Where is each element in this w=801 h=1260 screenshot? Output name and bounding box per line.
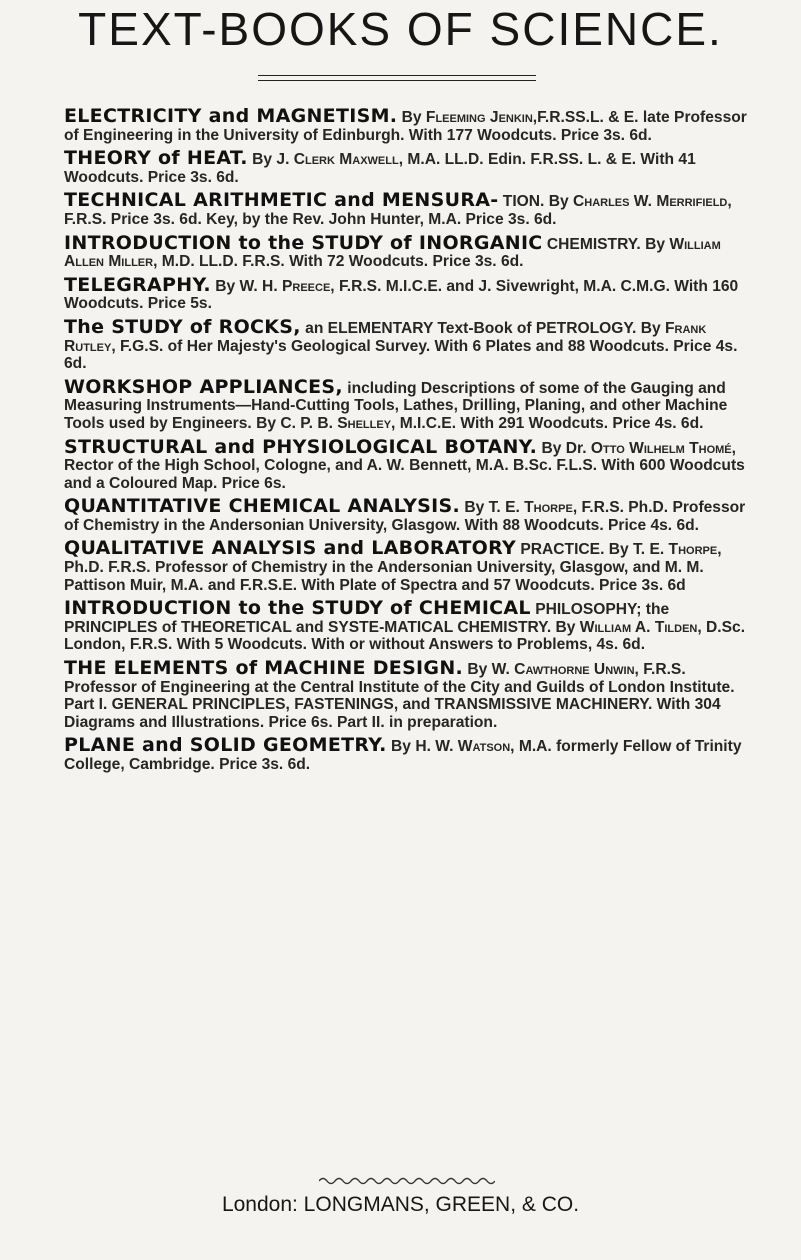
title-rule-bottom: [258, 80, 536, 81]
book-title: QUANTITATIVE CHEMICAL ANALYSIS.: [64, 495, 461, 518]
book-details: , D.Sc. London, F.R.S. With 5 Woodcuts. With or without Answers to Problems, 4s. 6d.: [64, 618, 746, 654]
book-title: INTRODUCTION to the STUDY of CHEMICAL: [64, 597, 531, 620]
book-author: C. P. B. Shelley: [280, 414, 392, 432]
book-details: , M.D. LL.D. F.R.S. With 72 Woodcuts. Price 3s. 6d.: [153, 253, 524, 271]
book-title: ELECTRICITY and MAGNETISM.: [64, 105, 398, 127]
book-title: The STUDY of ROCKS,: [64, 315, 301, 338]
book-entry: PLANE and SOLID GEOMETRY. By H. W. Watson, M.A. formerly Fellow of Trinity College, Cambridge. Price 3s. 6d.: [64, 734, 742, 773]
publisher-imprint: London: LONGMANS, GREEN, & CO.: [221, 1193, 580, 1216]
book-author: Otto Wilhelm Thomé: [590, 439, 732, 457]
book-entry: QUALITATIVE ANALYSIS and LABORATORY PRACTICE. By T. E. Thorpe, Ph.D. F.R.S. Professor of Chemistry in the Andersonian University, Glasgow, and M. M. Pattison Muir, M.A. and F.R.S.E. With Plate of Spectra and 57 Woodcuts. Price 3s. 6d: [64, 537, 722, 594]
book-author: William Allen Miller: [64, 235, 721, 271]
book-entry: QUANTITATIVE CHEMICAL ANALYSIS. By T. E. Thorpe, F.R.S. Ph.D. Professor of Chemistry in the Andersonian University, Glasgow. With 88 Woodcuts. Price 4s. 6d.: [64, 495, 746, 534]
book-title: PLANE and SOLID GEOMETRY.: [64, 734, 387, 757]
book-title: TELEGRAPHY.: [64, 273, 211, 296]
book-details: , Rector of the High School, Cologne, and A. W. Bennett, M.A. B.Sc. F.L.S. With 600 Woodcuts and a Coloured Map. Price 6s.: [64, 439, 745, 492]
book-entry: THEORY of HEAT. By J. Clerk Maxwell, M.A. LL.D. Edin. F.R.SS. L. & E. With 41 Woodcuts. Price 3s. 6d.: [64, 147, 696, 186]
page-title: TEXT-BOOKS OF SCIENCE.: [78, 3, 723, 55]
book-entry: THE ELEMENTS of MACHINE DESIGN. By W. Cawthorne Unwin, F.R.S. Professor of Engineering at the Central Institute of the City and Guilds of London Institute. Part I. GENERAL PRINCIPLES, FASTENINGS, and TRANSMISSIVE MACHINERY. With 304 Diagrams and Illustrations. Price 6s. Part II. in preparation.: [64, 657, 735, 731]
book-author: Charles W. Merrifield: [572, 193, 728, 211]
book-title: STRUCTURAL and PHYSIOLOGICAL BOTANY.: [64, 435, 538, 458]
book-author: William A. Tilden: [579, 618, 698, 636]
book-entry: STRUCTURAL and PHYSIOLOGICAL BOTANY. By Dr. Otto Wilhelm Thomé, Rector of the High School, Cologne, and A. W. Bennett, M.A. B.Sc. F.L.S. With 600 Woodcuts and a Coloured Map. Price 6s.: [64, 435, 745, 492]
book-author: E. Thorpe: [505, 499, 573, 517]
book-title: TECHNICAL ARITHMETIC and MENSURA-: [64, 189, 499, 212]
book-title: THE ELEMENTS of MACHINE DESIGN.: [64, 657, 464, 680]
book-title: QUALITATIVE ANALYSIS and LABORATORY: [64, 537, 517, 560]
book-entry: INTRODUCTION to the STUDY of INORGANIC CHEMISTRY. By William Allen Miller, M.D. LL.D. F.R.S. With 72 Woodcuts. Price 3s. 6d.: [64, 231, 721, 271]
book-title: INTRODUCTION to the STUDY of INORGANIC: [64, 231, 543, 254]
book-details: , M.A. formerly Fellow of Trinity College, Cambridge. Price 3s. 6d.: [64, 738, 742, 773]
book-details: , Ph.D. F.R.S. Professor of Chemistry in the Andersonian University, Glasgow, and M. M. Pattison Muir, M.A. and F.R.S.E. With Plate of Spectra and 57 Woodcuts. Price 3s. 6d: [64, 541, 722, 594]
book-entry: WORKSHOP APPLIANCES, including Descriptions of some of the Gauging and Measuring Instruments—Hand-Cutting Tools, Lathes, Drilling, Planing, and other Machine Tools used by Engineers. By C. P. B. Shelley, M.I.C.E. With 291 Woodcuts. Price 4s. 6d.: [64, 375, 728, 432]
book-title: THEORY of HEAT.: [64, 147, 248, 170]
book-details: , M.I.C.E. With 291 Woodcuts. Price 4s. 6d.: [391, 414, 704, 432]
book-entry: ELECTRICITY and MAGNETISM. By Fleeming Jenkin,F.R.SS.L. & E. late Professor of Engineering in the University of Edinburgh. With 177 Woodcuts. Price 3s. 6d.: [64, 105, 747, 144]
book-author: Fleeming Jenkin: [425, 109, 533, 126]
book-entry: INTRODUCTION to the STUDY of CHEMICAL PHILOSOPHY; the PRINCIPLES of THEORETICAL and SYSTE-MATICAL CHEMISTRY. By William A. Tilden, D.Sc. London, F.R.S. With 5 Woodcuts. With or without Answers to Problems, 4s. 6d.: [64, 597, 746, 654]
book-entry: The STUDY of ROCKS, an ELEMENTARY Text-Book of PETROLOGY. By Frank Rutley, F.G.S. of Her Majesty's Geological Survey. With 6 Plates and 88 Woodcuts. Price 4s. 6d.: [64, 315, 738, 373]
book-details: , F.G.S. of Her Majesty's Geological Survey. With 6 Plates and 88 Woodcuts. Price 4s. 6d.: [64, 337, 738, 373]
book-entry: TELEGRAPHY. By W. H. Preece, F.R.S. M.I.C.E. and J. Sivewright, M.A. C.M.G. With 160 Woodcuts. Price 5s.: [64, 273, 739, 313]
book-list: [64, 105, 756, 780]
book-author: T. E. Thorpe: [633, 541, 718, 559]
book-details: , F.R.S. M.I.C.E. and J. Sivewright, M.A. C.M.G. With 160 Woodcuts. Price 5s.: [64, 277, 739, 313]
book-details: , F.R.S. Professor of Engineering at the Central Institute of the City and Guilds of London Institute. Part I. GENERAL PRINCIPLES, FASTENINGS, and TRANSMISSIVE MACHINERY. With 304 Diagrams and Illustrations. Price 6s. Part II. in preparation.: [64, 661, 735, 731]
book-title: WORKSHOP APPLIANCES,: [64, 375, 343, 398]
book-author: J. Clerk Maxwell: [276, 151, 399, 169]
ornamental-squiggle-divider: [319, 1176, 495, 1186]
title-rule-top: [258, 75, 536, 76]
book-details: , F.R.S. Ph.D. Professor of Chemistry in the Andersonian University, Glasgow. With 88 Woodcuts. Price 4s. 6d.: [64, 499, 746, 534]
book-details: ,F.R.SS.L. & E. late Professor of Engineering in the University of Edinburgh. With 177 Woodcuts. Price 3s. 6d.: [64, 109, 747, 144]
book-details: , M.A. LL.D. Edin. F.R.SS. L. & E. With 41 Woodcuts. Price 3s. 6d.: [64, 151, 696, 186]
book-author: W. Cawthorne Unwin: [491, 661, 635, 679]
book-entry: TECHNICAL ARITHMETIC and MENSURA- TION. By Charles W. Merrifield, F.R.S. Price 3s. 6d. Key, by the Rev. John Hunter, M.A. Price 3s. 6d.: [64, 189, 732, 228]
book-author: H. W. Watson: [415, 738, 511, 756]
book-author: Frank Rutley: [64, 319, 707, 355]
book-details: , F.R.S. Price 3s. 6d. Key, by the Rev. John Hunter, M.A. Price 3s. 6d.: [64, 193, 732, 228]
book-author: W. H. Preece: [239, 277, 331, 295]
